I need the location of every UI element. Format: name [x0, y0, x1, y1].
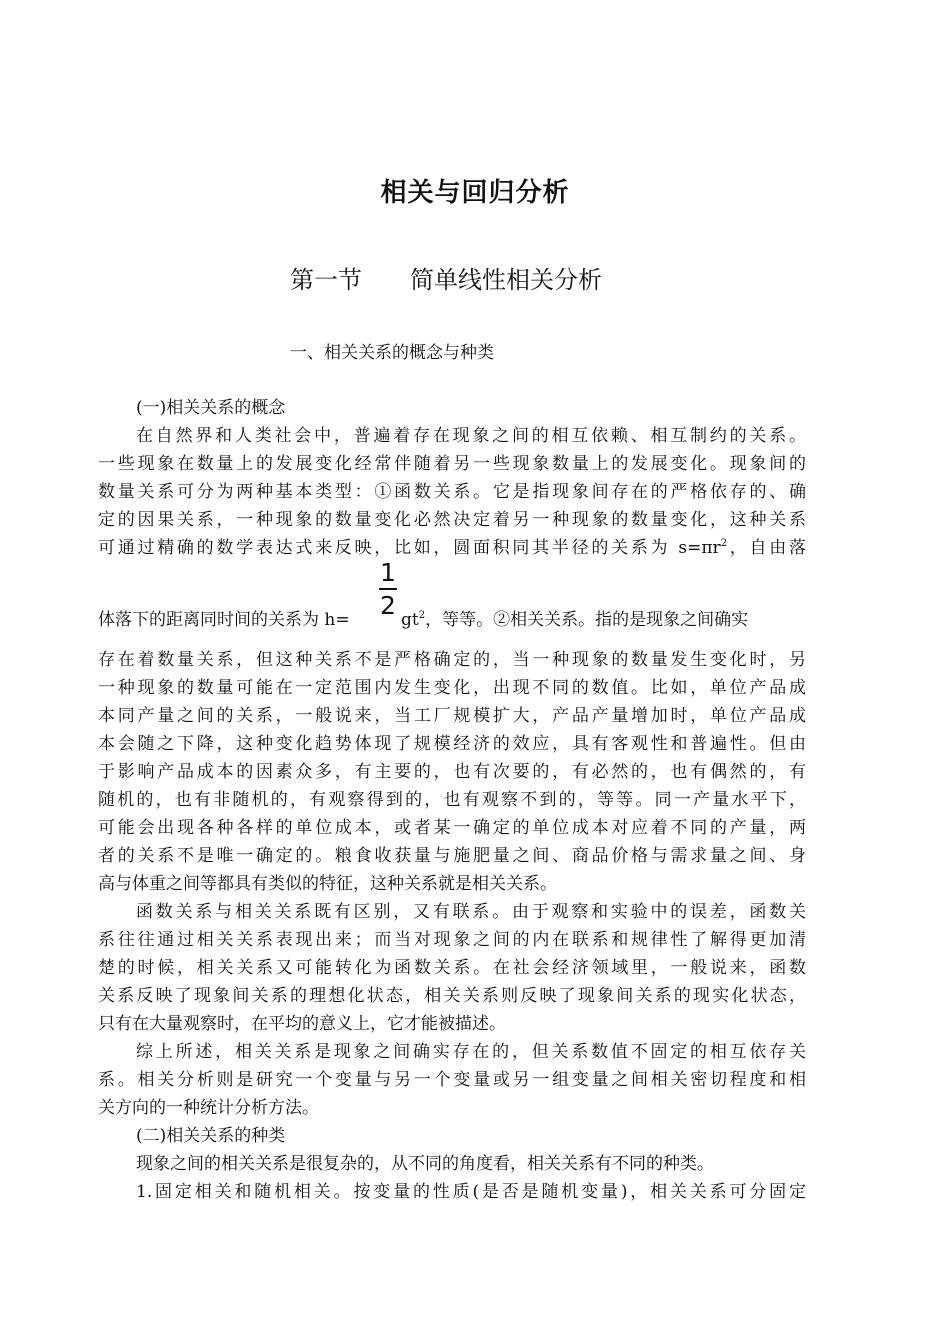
heading-types: (二)相关关系的种类 — [136, 1126, 286, 1146]
paragraph-line: 可能会出现各种各样的单位成本，或者某一确定的单位成本对应着不同的产量，两 — [98, 818, 806, 838]
subsection-title: 一、相关关系的概念与种类 — [290, 343, 494, 363]
superscript-two: 2 — [418, 610, 426, 621]
formula-tail: ，等等。②相关关系。指的是现象之间确实 — [425, 610, 749, 630]
paragraph-line: 关系反映了现象间关系的理想化状态，相关关系则反映了现象间关系的现实化状态， — [98, 986, 806, 1006]
paragraph-line: 于影响产品成本的因素众多，有主要的，也有次要的，有必然的，也有偶然的，有 — [98, 762, 806, 782]
paragraph-line: 数量关系可分为两种基本类型：①函数关系。它是指现象间存在的严格依存的、确 — [98, 482, 806, 502]
paragraph-line: 现象之间的相关关系是很复杂的，从不同的角度看，相关关系有不同的种类。 — [136, 1154, 714, 1174]
paragraph-line: 本同产量之间的关系，一般说来，当工厂规模扩大，产品产量增加时，单位产品成 — [98, 706, 806, 726]
fraction-bar — [379, 588, 397, 590]
paragraph-line: 存在着数量关系，但这种关系不是严格确定的，当一种现象的数量发生变化时，另 — [98, 650, 806, 670]
circle-area-tail: ，自由落 — [727, 538, 806, 558]
document-title: 相关与回归分析 — [380, 178, 570, 208]
paragraph-line-circle-area — [98, 534, 806, 562]
paragraph-line: 者的关系不是唯一确定的。粮食收获量与施肥量之间、商品价格与需求量之间、身 — [98, 846, 806, 866]
fraction-denominator: 2 — [380, 590, 396, 620]
paragraph-line: 高与体重之间等都具有类似的特征，这种关系就是相关关系。 — [98, 874, 557, 894]
paragraph-line: 一些现象在数量上的发展变化经常伴随着另一些现象数量上的发展变化。现象间的 — [98, 454, 806, 474]
superscript-two: 2 — [720, 538, 728, 549]
paragraph-line: 楚的时候，相关关系又可能转化为函数关系。在社会经济领域里，一般说来，函数 — [98, 958, 806, 978]
section-title: 第一节 简单线性相关分析 — [290, 266, 602, 294]
fraction-one-half — [379, 560, 397, 619]
circle-area-text: 可通过精确的数学表达式来反映，比如，圆面积同其半径的关系为 s=πr — [98, 538, 721, 558]
formula-left-text: 体落下的距离同时间的关系为 h= — [98, 610, 350, 630]
formula-variable: gt — [401, 610, 419, 630]
heading-concept: (一)相关关系的概念 — [136, 398, 286, 418]
paragraph-line: 综上所述，相关关系是现象之间确实存在的，但关系数值不固定的相互依存关 — [136, 1042, 806, 1062]
paragraph-line: 只有在大量观察时，在平均的意义上，它才能被描述。 — [98, 1014, 506, 1034]
document-body — [98, 394, 806, 1206]
formula-line — [98, 558, 806, 646]
paragraph-line: 系。相关分析则是研究一个变量与另一个变量或另一组变量之间相关密切程度和相 — [98, 1070, 806, 1090]
paragraph-line: 在自然界和人类社会中，普遍着存在现象之间的相互依赖、相互制约的关系。 — [136, 426, 806, 446]
paragraph-line: 本会随之下降，这种变化趋势体现了规模经济的效应，具有客观性和普遍性。但由 — [98, 734, 806, 754]
paragraph-line: 定的因果关系，一种现象的数量变化必然决定着另一种现象的数量变化，这种关系 — [98, 510, 806, 530]
paragraph-line: 随机的，也有非随机的，有观察得到的，也有观察不到的，等等。同一产量水平下， — [98, 790, 806, 810]
paragraph-line: 函数关系与相关关系既有区别，又有联系。由于观察和实验中的误差，函数关 — [136, 902, 806, 922]
paragraph-line: 关方向的一种统计分析方法。 — [98, 1098, 319, 1118]
formula-right-text — [401, 606, 748, 634]
paragraph-line: 一种现象的数量可能在一定范围内发生变化，出现不同的数值。比如，单位产品成 — [98, 678, 806, 698]
paragraph-line: 系往往通过相关关系表现出来；而当对现象之间的内在联系和规律性了解得更加清 — [98, 930, 806, 950]
paragraph-line: 1.固定相关和随机相关。按变量的性质(是否是随机变量)，相关关系可分固定 — [136, 1182, 806, 1202]
fraction-numerator: 1 — [380, 558, 396, 587]
